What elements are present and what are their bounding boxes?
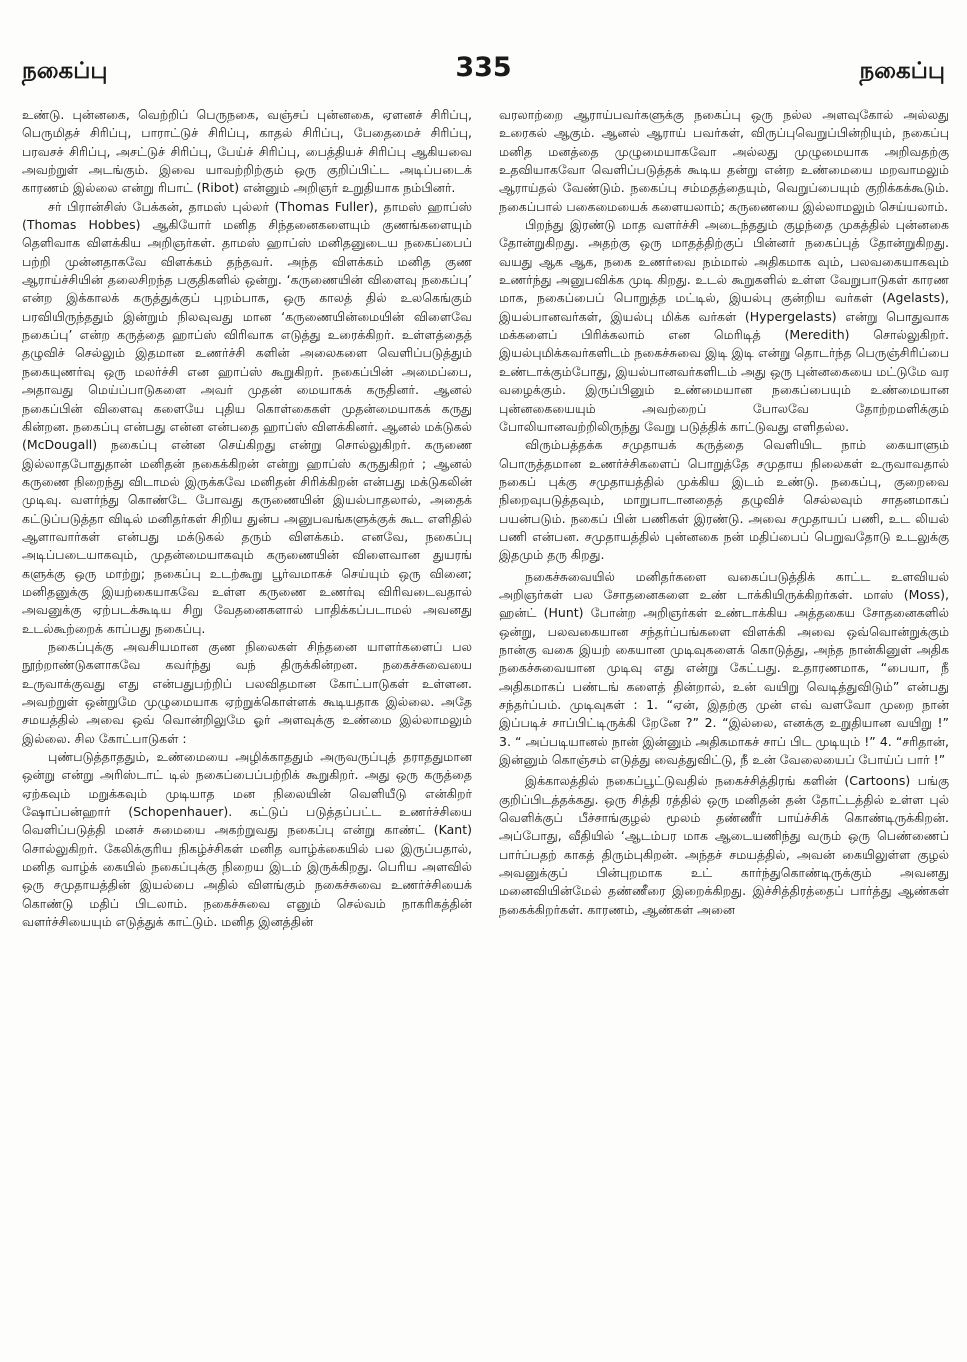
paragraph: உண்டு. புன்னகை, வெற்றிப் பெருநகை, வஞ்சப் புன்னகை, ஏளனச் சிரிப்பு, பெருமிதச் சிரிப்பு, பாராட்டுச் சிரிப்பு, காதல் சிரிப்பு, பேதைமைச் சிரிப்பு, பரவசச் சிரிப்பு, அசட்டுச் சிரிப்பு, பேய்ச் சிரிப்பு, பைத்தியச் சிரிப்பு ஆகியவை அவற்றுள் அடங்கும். இவை யாவற்றிற்கும் ஒரு குறிப்பிட்ட அடிப்படைக் காரணம் இல்லை என்று ரிபாட் (Ribot) என்னும் அறிஞர் உறுதியாக நம்பினர். xyxy=(22,107,472,196)
paragraph: நகைப்புக்கு அவசியமான குண நிலைகள் சிந்தனை யாளர்களைப் பல நூற்றாண்டுகளாகவே கவர்ந்து வந் திருக்கின்றன. நகைச்சுவையை உருவாக்குவது எது என்பதுபற்றிப் பலவிதமான கோட்பாடுகள் உள்ளன. அவற்றுள் ஒன்றுமே முழுமையாக ஏற்றுக்கொள்ளக் கூடியதாக இல்லை. அதே சமயத்தில் அவை ஒவ் வொன்றிலுமே ஓர் அளவுக்கு உண்மை இல்லாமலும் இல்லை. சில கோட்பாடுகள் : xyxy=(22,638,472,746)
page-number: 335 xyxy=(455,52,512,83)
right-column xyxy=(499,106,949,1358)
page-header xyxy=(22,52,945,92)
paragraph: வரலாற்றை ஆராய்பவர்களுக்கு நகைப்பு ஒரு நல்ல அளவுகோல் அல்லது உரைகல் ஆகும். ஆனல் ஆராய் பவர்கள், விருப்புவெறுப்பின்றியும், நகைப்பு மனித மனத்தை முழுமையாகவோ அல்லது முழுமையாக அறிவதற்கு உதவியாகவோ வெளிப்படுத்தக் கூடிய தன்று என்ற உண்மையை மறவாமலும் ஆராய்தல் வேண்டும். நகைப்பு சம்மதத்தையும், வெறுப்பையும் குறிக்கக்கூடும். நகைப்பால் பகைமையைக் களையலாம்; கருணையை இல்லாமலும் செய்யலாம். xyxy=(499,107,949,214)
left-column xyxy=(22,106,472,1358)
running-head-right: நகைப்பு xyxy=(859,58,945,84)
paragraph: நகைச்சுவையில் மனிதர்களை வகைப்படுத்திக் காட்ட உளவியல் அறிஞர்கள் பல சோதனைகளை உண் டாக்கியிருக்கிறர்கள். மாஸ் (Moss), ஹன்ட் (Hunt) போன்ற அறிஞர்கள் உண்டாக்கிய அத்தகைய சோதனைகளில் ஒன்று, பலவகையான சந்தர்ப்பங்களை விளக்கி அவை ஒவ்வொன்றுக்கும் நான்கு வகை இயற் கையான முடிவுகளைக் கொடுத்து, அந்த நான்கினுள் அதிக நகைச்சுவையான முடிவு எது என்று கேட்பது. உதாரணமாக, “பையா, நீ அதிகமாகப் பண்டங் களைத் தின்றால், உன் வயிறு வெடித்துவிடும்” என்பது சந்தர்ப்பம். முடிவுகள் : 1. “ஏன், இதற்கு முன் எவ் வளவோ முறை நான் இப்படிச் சாப்பிட்டிருக்கி றேனே ?” 2. “இல்லை, எனக்கு உறுதியான வயிறு !” 3. “ அப்படியானல் நான் இன்னும் அதிகமாகச் சாப் பிட முடியும் !” 4. “சரிதான், இன்னும் கொஞ்சம் எடுத்து வைத்துவிட்டு, நீ உன் வேலையைப் போய்ப் பார் !” xyxy=(499,568,949,768)
paragraph: சர் பிரான்சிஸ் பேக்கன், தாமஸ் புல்லர் (Thomas Fuller), தாமஸ் ஹாப்ஸ் (Thomas Hobbes) ஆகியோர் மனித சிந்தனைகளையும் குணங்களையும் தெளிவாக விளக்கிய அறிஞர்கள். தாமஸ் ஹாப்ஸ் மனிதனுடைய நகைப்பைப் பற்றி முன்னதாகவே விளக்கம் தந்தவர். அந்த விளக்கம் மனித குண ஆராய்ச்சியின் தலைசிறந்த பகுதிகளில் ஒன்று. ‘கருணையின் விளைவு நகைப்பு’ என்ற இக்காலக் கருத்துக்குப் புறம்பாக, ஒரு காலத் தில் உலகெங்கும் பரவியிருந்ததும் இன்றும் நிலவுவது மான ‘கருணையின்மையின் விளைவே நகைப்பு’ என்ற கருத்தை ஹாப்ஸ் விரிவாக எடுத்து உரைக்கிறர். உள்ளத்தைத் தழுவிச் செல்லும் இதமான உணர்ச்சி களின் அலைகளை வெளிப்படுத்தும் நகையுணர்வு ஒரு மலர்ச்சி என ஹாப்ஸ் கூறுகிறர். நகைப்பின் அமைப்பை, அதாவது மெய்ப்பாடுகளை அவர் முதன் மையாகக் கருதினர். ஆனல் நகைப்பின் விளைவு களையே புதிய கொள்கைகள் முதன்மையாகக் கருது கின்றன. நகைப்பு என்பது என்ன என்பதை ஹாப்ஸ் விளக்கினர். ஆனல் மக்டுகல் (McDougall) நகைப்பு என்ன செய்கிறது என்று சொல்லுகிறர். கருணை இல்லாதபோதுதான் மனிதன் நகைக்கிறன் என்று ஹாப்ஸ் கருதுகிறர் ; ஆனல் கருணை நிறைந்து விடாமல் இருக்கவே மனிதன் சிரிக்கிறன் என்பது மக்டுகலின் முடிவு. வளர்ந்து கொண்டே போவது கருணையின் இயல்பாதலால், அதைக் கட்டுப்படுத்தா விடில் மனிதர்கள் சிறிய துன்ப அனுபவங்களுக்குக் கூட எளிதில் ஆளாவார்கள் என்பது மக்டுகல் தரும் விளக்கம். எனவே, நகைப்பு அடிப்படையாகவும், முதன்மையாகவும் கருணையின் விளைவான துயரங் களுக்கு ஒரு மாற்று; நகைப்பு உடற்கூறு பூர்வமாகச் செய்யும் ஒரு வினை; மனிதனுக்கு இயற்கையாகவே உள்ள கருணை உணர்வு விரிவடைவதால் அவனுக்கு ஏற்படக்கூடிய சிறு வேதனைகளால் பாதிக்கப்படாமல் அவனது உடல்கூற்றைக் காப்பது நகைப்பு. xyxy=(22,198,472,636)
paragraph: பிறந்து இரண்டு மாத வளர்ச்சி அடைந்ததும் குழந்தை முகத்தில் புன்னகை தோன்றுகிறது. அதற்கு ஒரு மாதத்திற்குப் பின்னர் நகைப்புத் தோன்றுகிறது. வயது ஆக ஆக, நகை உணர்வை நம்மால் அதிகமாக வும், பலவகையாகவும் உணர்ந்து அனுபவிக்க முடி கிறது. உடல் கூறுகளில் உள்ள வேறுபாடுகள் காரண மாக, நகைப்பைப் பொறுத்த மட்டில், இயல்பு குன்றிய வர்கள் (Agelasts), இயல்பானவர்கள், இயல்பு மிக்க வர்கள் (Hypergelasts) என்று பொதுவாக மக்களைப் பிரிக்கலாம் என மெரிடித் (Meredith) சொல்லுகிறர். இயல்புமிக்கவர்களிடம் நகைச்சுவை இடி இடி என்று தொடர்ந்த பெருஞ்சிரிப்பை உண்டாக்கும்போது, இயல்பானவர்களிடம் அது ஒரு புன்னகையை மட்டுமே வர வழைக்கும். இருப்பினும் உண்மையான நகைப்பையும் உண்மையான புன்னகையையும் அவற்றைப் போலவே தோற்றமளிக்கும் போலியானவற்றிலிருந்து வேறு படுத்திக் காட்டுவது எளிதல்ல. xyxy=(499,217,949,434)
paragraph: புண்படுத்தாததும், உண்மையை அழிக்காததும் அருவருப்புத் தராததுமான ஒன்று என்று அரிஸ்டாட் டில் நகைப்பைப்பற்றிக் கூறுகிறர். அது ஒரு கருத்தை ஏற்கவும் மறுக்கவும் முடியாத மன நிலையின் வெளியீடு என்கிறர் ஷோப்பன்ஹார் (Schopenhauer). கட்டுப் படுத்தப்பட்ட உணர்ச்சியை வெளிப்படுத்தி மனச் சுமையை அகற்றுவது நகைப்பு என்று காண்ட் (Kant) சொல்லுகிறர். கேலிக்குரிய நிகழ்ச்சிகள் மனித வாழ்க்கையில் பல இருப்பதால், மனித வாழ்க் கையில் நகைப்புக்கு நிறைய இடம் இருக்கிறது. பெரிய அளவில் ஒரு சமுதாயத்தின் இயல்பை அதில் விளங்கும் நகைச்சுவை உணர்ச்சியைக் கொண்டு மதிப் பிடலாம். நகைச்சுவை எனும் செல்வம் நாகரிகத்தின் வளர்ச்சியையும் எடுத்துக் காட்டும். மனித இனத்தின் xyxy=(22,749,472,930)
paragraph: விரும்பத்தக்க சமுதாயக் கருத்தை வெளியிட நாம் கையாளும் பொருத்தமான உணர்ச்சிகளைப் பொறுத்தே சமுதாய நிலைகள் உருவாவதால் நகைப் புக்கு சமுதாயத்தில் முக்கிய இடம் உண்டு. நகைப்பு, குறைவை நிறைவுபடுத்தவும், மாறுபாடானதைத் தழுவிச் செல்லவும் சாதனமாகப் பயன்படும். நகைப் பின் பணிகள் இரண்டு. அவை சமுதாயப் பணி, உட லியல் பணி என்பன. சமுதாயத்தில் புன்னகை நன் மதிப்பைப் பெறுவதோடு உடலுக்கு இதமும் தரு கிறது. xyxy=(499,437,949,563)
paragraph: இக்காலத்தில் நகைப்பூட்டுவதில் நகைச்சித்திரங் களின் (Cartoons) பங்கு குறிப்பிடத்தக்கது. ஒரு சித்தி ரத்தில் ஒரு மனிதன் தன் தோட்டத்தில் உள்ள புல் வெளிக்குப் பீச்சாங்குழல் மூலம் தண்ணீர் பாய்ச்சிக் கொண்டிருக்கிறன். அப்போது, வீதியில் ‘ஆடம்பர மாக ஆடையணிந்து வரும் ஒரு பெண்ணைப் பார்ப்பதற் காகத் திரும்புகிறன். அந்தச் சமயத்தில், அவன் கையிலுள்ள குழல் அவனுக்குப் பின்புறமாக உட் கார்ந்துகொண்டிருக்கும் அவனது மனைவியின்மேல் தண்ணீரை இறைக்கிறது. இச்சித்திரத்தைப் பார்த்து ஆண்கள் நகைக்கிறர்கள். காரணம், ஆண்கள் அனை xyxy=(499,773,949,917)
running-head-left: நகைப்பு xyxy=(22,58,108,84)
